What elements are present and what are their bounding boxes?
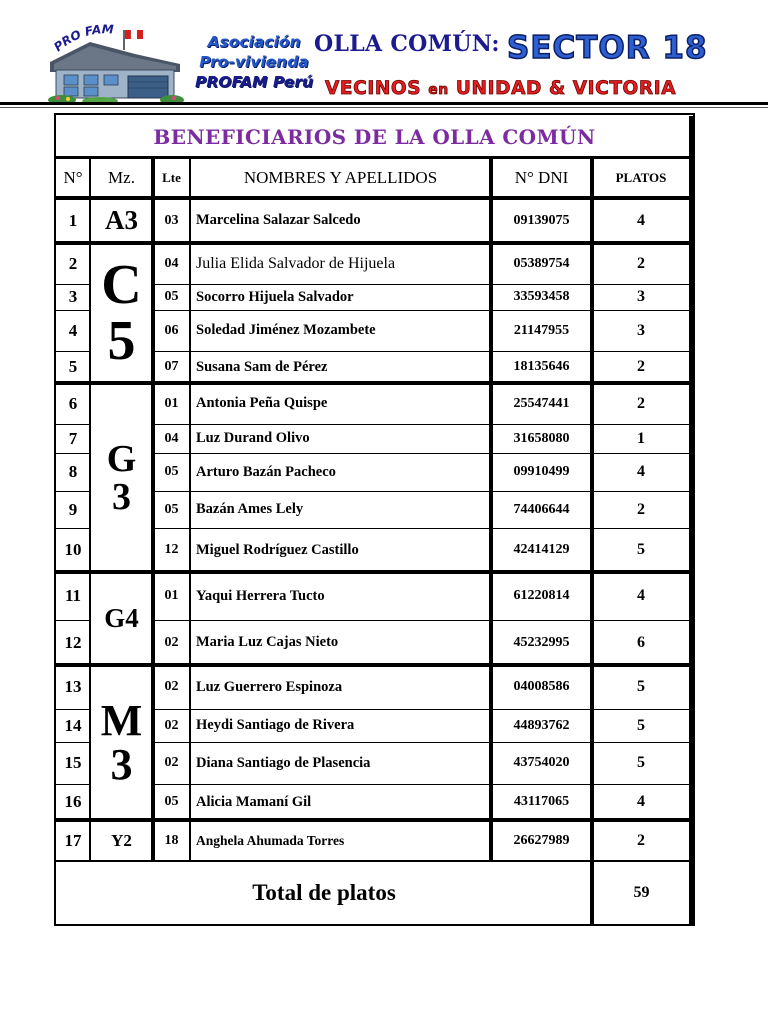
row-dni: 04008586 xyxy=(513,679,570,694)
row-name: Alicia Mamaní Gil xyxy=(196,793,312,810)
sector-heading: SECTOR 18 xyxy=(507,30,708,66)
row-number: 3 xyxy=(68,287,78,306)
row-number: 10 xyxy=(64,540,82,559)
row-platos: 4 xyxy=(637,587,645,604)
header-lte: Lte xyxy=(162,169,181,185)
header-divider xyxy=(0,102,768,105)
page-header xyxy=(0,0,768,110)
manzana-label: C xyxy=(101,254,142,316)
logo-text: PRO FAM xyxy=(51,24,114,55)
header-mz: Mz. xyxy=(108,167,135,187)
total-label: Total de platos xyxy=(252,879,396,905)
row-dni: 33593458 xyxy=(513,289,570,304)
row-name: Diana Santiago de Plasencia xyxy=(196,754,371,771)
assoc-line-3: PROFAM Perú xyxy=(194,73,313,91)
row-number: 11 xyxy=(64,586,82,605)
row-dni: 09910499 xyxy=(513,464,570,479)
row-platos: 3 xyxy=(637,321,645,339)
row-name: Miguel Rodríguez Castillo xyxy=(196,541,359,558)
row-dni: 43117065 xyxy=(513,794,570,809)
row-number: 8 xyxy=(68,462,78,481)
row-name: Anghela Ahumada Torres xyxy=(196,832,345,848)
row-platos: 1 xyxy=(637,429,645,447)
manzana-label: Y2 xyxy=(111,831,132,850)
association-name xyxy=(190,32,318,92)
row-platos: 2 xyxy=(637,394,645,412)
row-number: 4 xyxy=(68,320,78,340)
manzana-cell xyxy=(90,665,153,820)
col-divider xyxy=(489,157,493,861)
manzana-label: M xyxy=(100,695,143,745)
col-divider xyxy=(151,157,155,861)
row-platos: 5 xyxy=(637,541,645,558)
row-name: Julia Elida Salvador de Hijuela xyxy=(196,254,396,272)
row-number: 14 xyxy=(64,715,82,735)
row-dni: 43754020 xyxy=(513,755,570,770)
row-lote: 06 xyxy=(164,322,179,338)
row-number: 1 xyxy=(68,210,78,230)
header-dni: N° DNI xyxy=(514,167,569,187)
row-name: Heydi Santiago de Rivera xyxy=(196,717,355,733)
row-lote: 04 xyxy=(164,430,179,446)
row-name: Arturo Bazán Pacheco xyxy=(196,463,336,480)
row-dni: 61220814 xyxy=(513,588,570,603)
manzana-label: 3 xyxy=(110,739,133,789)
row-dni: 25547441 xyxy=(513,395,570,411)
row-dni: 26627989 xyxy=(513,832,570,848)
row-number: 6 xyxy=(68,393,78,413)
manzana-cell xyxy=(90,243,153,383)
row-dni: 45232995 xyxy=(513,634,570,650)
row-lote: 02 xyxy=(164,755,179,770)
row-dni: 18135646 xyxy=(513,359,570,374)
col-divider xyxy=(89,157,91,861)
row-dni: 44893762 xyxy=(513,717,570,733)
row-dni: 09139075 xyxy=(513,212,570,228)
manzana-label: G xyxy=(106,437,137,480)
col-divider xyxy=(590,157,594,924)
row-platos: 4 xyxy=(637,793,645,810)
manzana-cell xyxy=(90,820,153,861)
col-divider xyxy=(189,157,191,861)
row-lote: 01 xyxy=(164,395,179,411)
row-number: 13 xyxy=(64,677,82,696)
row-lote: 05 xyxy=(164,794,179,809)
assoc-line-2: Pro-vivienda xyxy=(199,53,309,71)
row-lote: 05 xyxy=(164,464,179,479)
row-number: 2 xyxy=(68,253,78,273)
row-name: Luz Guerrero Espinoza xyxy=(196,678,343,695)
row-platos: 5 xyxy=(637,754,645,771)
row-name: Bazán Ames Lely xyxy=(196,501,304,517)
header-divider-thin xyxy=(0,107,768,108)
row-dni: 31658080 xyxy=(513,430,570,446)
manzana-label: 3 xyxy=(112,475,131,518)
row-number: 12 xyxy=(64,632,82,652)
row-lote: 03 xyxy=(164,212,179,228)
row-platos: 5 xyxy=(637,716,645,734)
row-number: 5 xyxy=(68,357,78,376)
row-lote: 05 xyxy=(164,289,179,304)
row-dni: 21147955 xyxy=(513,322,570,338)
slogan-en: en xyxy=(428,82,449,98)
row-dni: 05389754 xyxy=(513,255,570,271)
row-lote: 07 xyxy=(164,359,179,374)
row-lote: 02 xyxy=(164,679,179,694)
row-number: 7 xyxy=(68,428,78,448)
row-platos: 2 xyxy=(637,254,645,272)
profam-house-logo xyxy=(40,24,190,106)
header-platos: PLATOS xyxy=(615,169,667,185)
row-lote: 12 xyxy=(164,542,179,557)
row-platos: 5 xyxy=(637,678,645,695)
row-name: Yaqui Herrera Tucto xyxy=(196,587,325,604)
row-platos: 2 xyxy=(637,831,645,849)
row-platos: 6 xyxy=(637,633,645,651)
row-name: Marcelina Salazar Salcedo xyxy=(196,212,361,228)
row-platos: 2 xyxy=(637,500,645,518)
slogan-part-b: UNIDAD & VICTORIA xyxy=(455,78,677,99)
row-platos: 2 xyxy=(637,358,645,375)
row-dni: 74406644 xyxy=(513,501,570,517)
manzana-cell xyxy=(90,383,153,572)
row-lote: 02 xyxy=(164,717,179,733)
manzana-label: G4 xyxy=(104,603,139,633)
row-name: Maria Luz Cajas Nieto xyxy=(196,634,339,650)
row-name: Soledad Jiménez Mozambete xyxy=(196,322,376,338)
table-title: BENEFICIARIOS DE LA OLLA COMÚN xyxy=(153,125,596,149)
row-platos: 3 xyxy=(637,288,645,305)
assoc-line-1: Asociación xyxy=(207,33,301,51)
row-lote: 18 xyxy=(164,832,179,848)
slogan xyxy=(325,78,676,99)
row-name: Antonia Peña Quispe xyxy=(196,395,328,411)
beneficiaries-table xyxy=(54,113,695,926)
row-name: Susana Sam de Pérez xyxy=(196,358,328,375)
row-number: 9 xyxy=(68,499,78,519)
row-number: 17 xyxy=(64,830,82,850)
row-dni: 42414129 xyxy=(513,542,570,557)
row-lote: 04 xyxy=(164,255,179,271)
slogan-part-a: VECINOS xyxy=(325,78,422,99)
row-name: Luz Durand Olivo xyxy=(196,430,310,446)
row-lote: 02 xyxy=(164,634,179,650)
manzana-cell xyxy=(90,198,153,243)
row-number: 16 xyxy=(64,792,82,811)
manzana-cell xyxy=(90,572,153,665)
row-platos: 4 xyxy=(637,463,645,480)
total-value: 59 xyxy=(633,883,650,901)
row-lote: 01 xyxy=(164,588,179,603)
row-name: Socorro Hijuela Salvador xyxy=(196,288,354,305)
header-n: N° xyxy=(63,167,83,187)
row-platos: 4 xyxy=(637,211,645,229)
olla-comun-heading: OLLA COMÚN: xyxy=(314,31,500,57)
header-name: NOMBRES Y APELLIDOS xyxy=(243,167,438,187)
row-lote: 05 xyxy=(164,501,179,517)
manzana-label: 5 xyxy=(107,310,136,372)
manzana-label: A3 xyxy=(105,205,138,235)
row-number: 15 xyxy=(64,753,82,772)
